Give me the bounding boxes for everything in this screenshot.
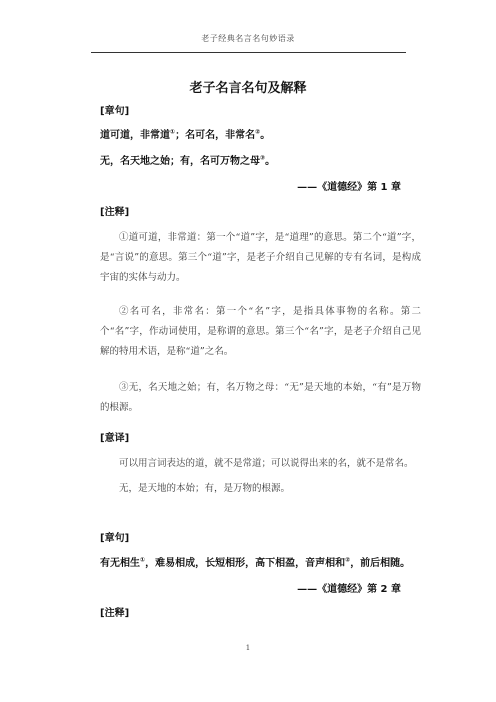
source-citation: ——《道德经》第 2 章 [297, 584, 401, 595]
footnote-mark: ① [170, 128, 176, 136]
running-header: 老子经典名言名句妙语录 [201, 34, 295, 43]
verse-line: 道可道，非常道①；名可名，非常名②。 [100, 128, 271, 141]
source-citation: ——《道德经》第 1 章 [297, 182, 401, 193]
section-label-zhushi: [注释] [100, 608, 130, 619]
footnote-mark: ① [140, 556, 146, 564]
header-divider [91, 52, 406, 53]
section-label-zhangju: [章句] [100, 106, 130, 117]
translation-paragraph: 无，是天地的本始；有，是万物的根源。 [119, 483, 291, 494]
verse-line: 无，名天地之始；有，名可万物之母③。 [100, 154, 276, 167]
section-label-yiyi: [意译] [100, 433, 130, 444]
verse-line: 有无相生①，难易相成，长短相形，高下相盈，音声相和②，前后相随。 [100, 556, 411, 569]
page-number: 1 [245, 644, 251, 652]
section-label-zhangju: [章句] [100, 533, 130, 544]
footnote-mark: ② [255, 128, 261, 136]
note-paragraph: ②名可名，非常名：第一个“名”字，是指具体事物的名称。第二个“名”字，作动词使用，是称谓的意思。第三个“名”字，是老子介绍自己见解的特用术语，是称“道”之名。 [100, 306, 421, 357]
note-paragraph: ③无，名天地之始；有，名万物之母：“无”是天地的本始，“有”是万物的根源。 [100, 382, 421, 413]
footnote-mark: ② [345, 556, 351, 564]
section-label-zhushi: [注释] [100, 207, 130, 218]
note-paragraph: ①道可道，非常道：第一个“道”字，是“道理”的意思。第二个“道”字，是“言说”的意思。第三个“道”字，是老子介绍自己见解的专有名词，是构成宇宙的实体与动力。 [100, 232, 421, 283]
translation-paragraph: 可以用言词表达的道，就不是常道；可以说得出来的名，就不是常名。 [119, 458, 414, 469]
footnote-mark: ③ [260, 154, 266, 162]
page-title: 老子名言名句及解释 [189, 81, 307, 96]
